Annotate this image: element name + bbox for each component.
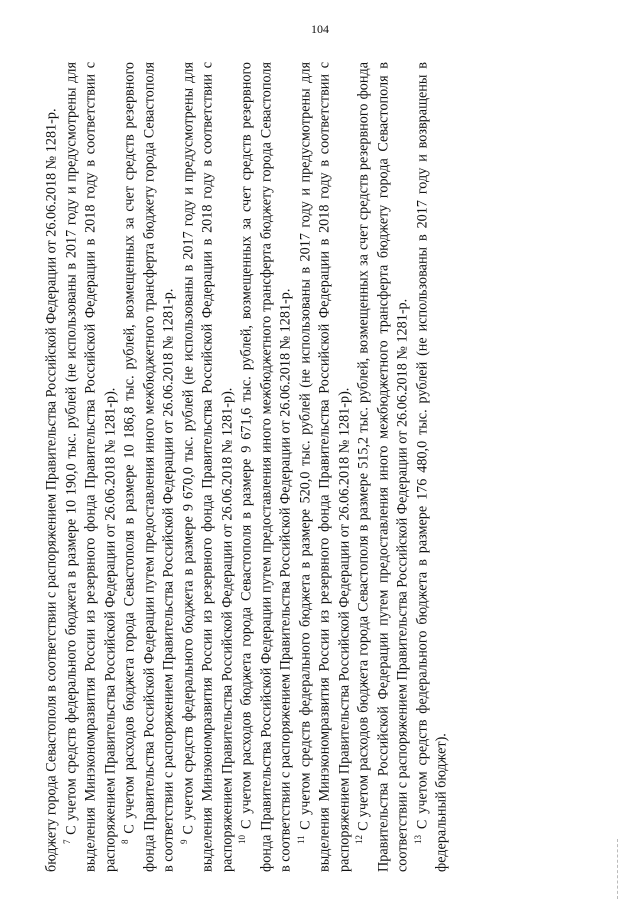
footnote-11 (296, 62, 355, 872)
footnote-12 (355, 62, 414, 872)
footnote-text: бюджету города Севастополя в соответствии с распоряжением Правительства Российской Федерации от 26.06.2018 № 1281-р. (43, 108, 60, 872)
footnote-text: С учетом средств федерального бюджета в размере 10 190,0 тыс. рублей (не использованы в 2017 году и предусмотрены для выделения Минэкономразвития России из резервного фонда Правительства Российской Федерации в 2018 году в соответствии с распоряжением Правительства Российской Федерации от 26.06.2018 № 1281-р). (63, 62, 118, 872)
footnote-marker: 10 (236, 835, 247, 844)
footnote-8 (121, 62, 180, 872)
scan-edge-mark (617, 839, 632, 899)
footnote-marker: 8 (119, 839, 130, 844)
footnote-7 (62, 62, 121, 872)
footnote-marker: 9 (178, 839, 189, 844)
footnote-13 (413, 62, 452, 872)
page-number: 104 (311, 22, 329, 36)
footnote-continuation (43, 62, 63, 872)
rotated-footnotes-block (43, 62, 598, 872)
footnote-text: С учетом средств федерального бюджета в размере 9 670,0 тыс. рублей (не использованы в 2017 году и предусмотрены для выделения Минэкономразвития России из резервного фонда Правительства Российской Федерации в 2018 году в соответствии с распоряжением Правительства Российской Федерации от 26.06.2018 № 1281-р). (180, 62, 235, 872)
footnote-marker: 7 (61, 839, 72, 844)
footnote-marker: 13 (412, 835, 423, 844)
footnote-9 (179, 62, 238, 872)
footnote-text: С учетом средств федерального бюджета в размере 176 480,0 тыс. рублей (не использованы в 2017 году и возвращены в федеральный бюджет). (414, 61, 450, 872)
footnote-text: С учетом средств федерального бюджета в размере 520,0 тыс. рублей (не использованы в 2017 году и предусмотрены для выделения Минэкономразвития России из резервного фонда Правительства Российской Федерации в 2018 году в соответствии с распоряжением Правительства Российской Федерации от 26.06.2018 № 1281-р). (297, 61, 352, 872)
footnote-10 (238, 62, 297, 872)
footnote-text: С учетом расходов бюджета города Севастополя в размере 9 671,6 тыс. рублей, возмещенных за счет средств резервного фонда Правительства Российской Федерации путем предоставления иного межбюджетного трансферта бюджету города Севастополя в соответствии с распоряжением Правительства Российской Федерации от 26.06.2018 № 1281-р. (238, 61, 294, 872)
footnote-text: С учетом расходов бюджета города Севастополя в размере 10 186,8 тыс. рублей, возмещенных за счет средств резервного фонда Правительства Российской Федерации путем предоставления иного межбюджетного трансферта бюджету города Севастополя в соответствии с распоряжением Правительства Российской Федерации от 26.06.2018 № 1281-р. (121, 62, 177, 872)
footnote-marker: 12 (353, 835, 364, 844)
footnote-text: С учетом расходов бюджета города Севастополя в размере 515,2 тыс. рублей, возмещенных за счет средств резервного фонда Правительства Российской Федерации путем предоставления иного межбюджетного трансферта бюджету города Севастополя в соответствии с распоряжением Правительства Российской Федерации от 26.06.2018 № 1281-р. (355, 62, 411, 872)
footnote-marker: 11 (295, 835, 306, 844)
